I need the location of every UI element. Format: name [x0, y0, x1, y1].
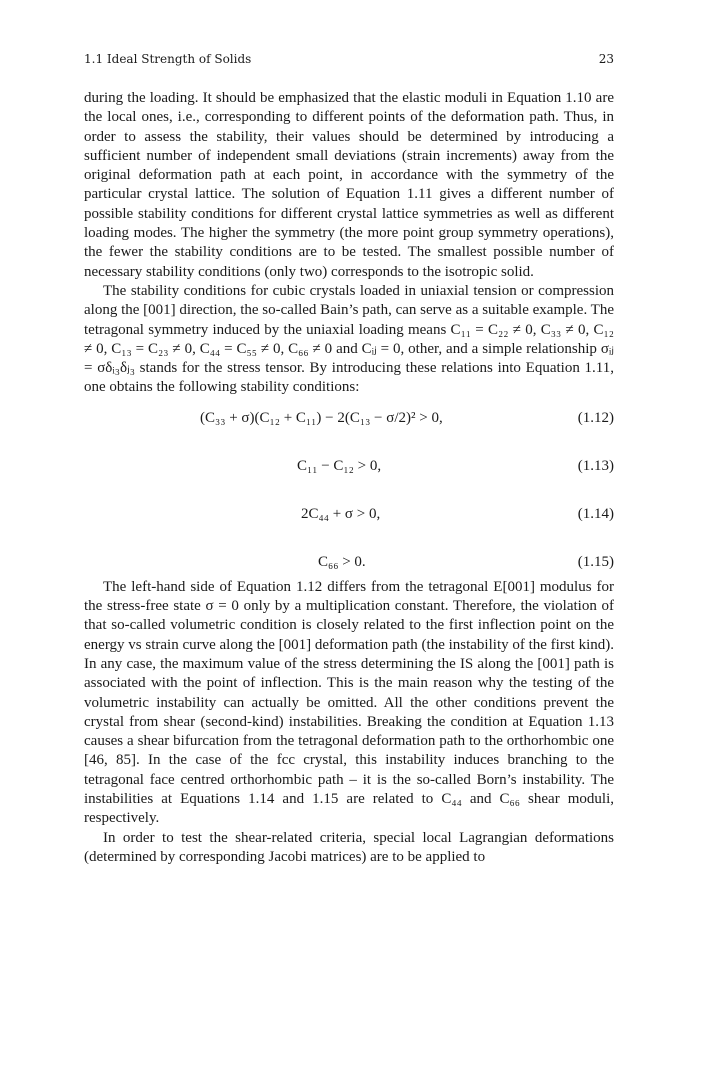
running-header [84, 50, 614, 68]
equation-expression: 2C₄₄ + σ > 0, [301, 505, 381, 522]
paragraph: In order to test the shear-related criteria, special local Lagrangian deformations (determined by corresponding Jacobi matrices) are to be applied to [84, 829, 614, 865]
body-text [84, 89, 614, 398]
equation-expression: (C₃₃ + σ)(C₁₂ + C₁₁) − 2(C₁₃ − σ/2)² > 0, [200, 409, 443, 426]
paragraph: during the loading. It should be emphasized that the elastic moduli in Equation 1.10 are the local ones, i.e., corresponding to different points of the deformation path. Thus, in order to assess the stability, their values should be determined by introducing a sufficient number of independent small deviations (strain increments) away from the original deformation path at each point, in accordance with the symmetry of the particular crystal lattice. The solution of Equation 1.11 gives a different number of possible stability conditions for different crystal lattice symmetries as well as different loading modes. The higher the symmetry (the more point group symmetry operations), the fewer the stability conditions are to be tested. The smallest possible number of necessary stability conditions (only two) corresponds to the isotropic solid. [84, 90, 614, 280]
page [84, 50, 614, 867]
equation-1-12 [84, 410, 614, 434]
equation-number: (1.15) [577, 553, 614, 570]
body-text-continued [84, 578, 614, 867]
equation-expression: C₁₁ − C₁₂ > 0, [297, 457, 382, 474]
equation-number: (1.13) [577, 457, 614, 474]
equation-number: (1.12) [577, 409, 614, 426]
equation-expression: C₆₆ > 0. [318, 553, 366, 570]
equation-number: (1.14) [577, 505, 614, 522]
equation-1-13 [84, 458, 614, 482]
equation-block [84, 410, 614, 578]
equation-1-15 [84, 554, 614, 578]
page-number: 23 [598, 52, 614, 66]
section-title: 1.1 Ideal Strength of Solids [84, 52, 252, 66]
equation-1-14 [84, 506, 614, 530]
paragraph: The stability conditions for cubic crystals loaded in uniaxial tension or compression along the [001] direction, the so-called Bain’s path, can serve as a suitable example. The tetragonal symmetry induced by the uniaxial loading means C₁₁ = C₂₂ ≠ 0, C₃₃ ≠ 0, C₁₂ ≠ 0, C₁₃ = C₂₃ ≠ 0, C₄₄ = C₅₅ ≠ 0, C₆₆ ≠ 0 and Cᵢⱼ = 0, other, and a simple relationship σᵢⱼ = σδᵢ₃δⱼ₃ stands for the stress tensor. By introducing these relations into Equation 1.11, one obtains the following stability conditions: [84, 282, 614, 396]
paragraph: The left-hand side of Equation 1.12 differs from the tetragonal E[001] modulus for the stress-free state σ = 0 only by a multiplication constant. Therefore, the violation of that so-called volumetric condition is closely related to the first inflection point on the energy vs strain curve along the [001] deformation path (the instability of the first kind). In any case, the maximum value of the stress determining the IS along the [001] path is associated with the point of inflection. This is the main reason why the testing of the volumetric instability can actually be omitted. All the other conditions prevent the crystal from shear (second-kind) instabilities. Breaking the condition at Equation 1.13 causes a shear bifurcation from the tetragonal deformation path to the orthorhombic one [46, 85]. In the case of the fcc crystal, this instability induces branching to the tetragonal face centred orthorhombic path – it is the so-called Born’s instability. The instabilities at Equations 1.14 and 1.15 are related to C₄₄ and C₆₆ shear moduli, respectively. [84, 578, 615, 827]
